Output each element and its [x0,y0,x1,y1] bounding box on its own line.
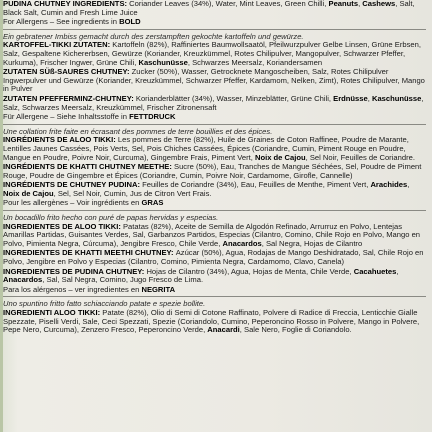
allergen-note [3,199,426,208]
bold-text: PUDINA CHUTNEY INGREDIENTS: [3,0,130,8]
text: Para los alérgenos – ver ingredientes en [3,284,142,294]
bold-text: ZUTATEN PFEFFERMINZ-CHUTNEY: [3,93,136,103]
bold-text: Cacahuetes [353,266,397,276]
bold-text: Noix de Cajou [254,152,306,162]
text: , [367,93,372,103]
section-divider [3,210,426,211]
product-description: Une collation frite faite en écrasant des pommes de terre bouillies et des épices. [3,126,273,136]
section-it [3,296,426,334]
bold-text: Noix de Cajou [3,188,54,198]
bold-text: Kaschunüsse [138,57,188,67]
text: Patate (82%), Olio di Semi di Cotone Raffinato, Polvere di Radice di Freccia, Lenticchie Gialle Spezzate, Piselli Verdi, Sale, Ceci Spezzati, Spezie (Coriandolo, Cumino, Peperoncino Rosso in Polvere, Mango in Polvere, Pepe Nero, Curcuma), Zenzero Fresco, Peperoncino Verde, [3,308,420,335]
text: , [358,0,363,8]
text: , Sale Nero, Foglie di Coriandolo. [239,325,352,335]
bold-text: Cashews [362,0,396,8]
text: , [396,266,399,276]
bold-text: Arachides [370,180,408,190]
ingredient-list [3,136,426,162]
section-de [3,29,426,122]
text: Azúcar (50%), Agua, Rodajas de Mango Deshidratado, Sal, Chile Rojo en Polvo, Jengibre en Polvo y Especias (Cilantro, Comino, Pimienta Negra, Cardamomo, Clavo, Canela) [3,248,424,267]
text: Patatas (82%), Aceite de Semilla de Algodón Refinado, Arrurruz en Polvo, Lentejas Amarillas Partidas, Guisantes Verdes, Sal, Garbanzos Partidos, Especias (Cilantro, Comino, Chile Rojo en Polvo, Mango en Polvo, Pimienta Negra, Cúrcuma), Jengibre Fresco, Chile Verde, [3,221,421,248]
allergen-note [3,18,426,27]
text: , Sal, Sal Negra, Comino, Jugo Fresco de Lima. [42,275,204,285]
bold-text: Anacardos [222,238,262,248]
text: , Sel Noir, Feuilles de Coriandre. [305,152,415,162]
text: Sucre (50%), Eau, Tranches de Mangue Séchées, Sel, Poudre de Piment Rouge, Poudre de Gingembre et Épices (Coriandre, Cumin, Poivre Noir, Cardamome, Girofle, Cannelle) [3,162,422,180]
bold-text: KARTOFFEL-TIKKI ZUTATEN: [3,40,113,50]
bold-text: NEGRITA [141,284,176,294]
ingredient-list [3,95,426,112]
ingredient-list [3,0,426,17]
section-en-tail [3,0,426,27]
text: , Salt, Black Salt, Cumin and Fresh Lime Juice [3,0,415,17]
text: , [407,180,410,190]
section-fr [3,124,426,208]
section-divider [3,29,426,30]
text: , Schwarzes Meersalz, Koriandersamen [187,57,323,67]
bold-text: Erdnüsse [333,93,368,103]
bold-text: INGRÉDIENTS DE CHUTNEY PUDINA: [3,180,143,190]
bold-text: INGREDIENTES DE KHATTI MEETHI CHUTNEY: [3,248,176,258]
text: Feuilles de Coriandre (34%), Eau, Feuilles de Menthe, Piment Vert, [142,180,371,190]
section-divider [3,124,426,125]
bold-text: GRAS [141,198,164,208]
ingredients-sections [3,0,426,335]
allergen-note [3,286,426,295]
section-divider [3,296,426,297]
text: Coriander Leaves (34%), Water, Mint Leaves, Green Chilli, [129,0,329,8]
bold-text: Anacardi [207,325,240,335]
ingredient-list [3,268,426,285]
text: Les pommes de Terre (82%), Huile de Graines de Coton Raffinee, Poudre de Marante, Lentilles Jaunes Cassées, Pois Verts, Sel, Pois Chiches Cassées, Épices (Coriandre, Cumin, Piment Rouge en Poudre, Mangue en Poudre, Poivre Noir, Curcuma), Gingembre Frais, Piment Vert, [3,135,409,162]
bold-text: INGREDIENTES DE PUDINA CHUTNEY: [3,266,147,276]
text: Korianderblätter (34%), Wasser, Minzeblätter, Grüne Chili, [135,93,334,103]
ingredient-list [3,223,426,249]
bold-text: INGRÉDIENTS DE KHATTI CHUTNEY MEETHE: [3,162,175,172]
bold-text: INGREDIENTI ALOO TIKKI: [3,308,103,317]
product-description: Uno spuntino fritto fatto schiacciando patate e spezie bollite. [3,299,206,309]
text: , Salz, Schwarzes Meersalz, Kreuzkümmel, Frischer Zitronensaft [3,93,424,112]
bold-text: INGRÉDIENTS DE ALOO TIKKI: [3,135,118,145]
bold-text: BOLD [119,17,141,27]
text: Kartoffeln (82%), Raffiniertes Baumwollsaatöl, Pfeilwurzpulver Gelbe Linsen, Grüne Erbsen, Salz, Gespaltene Kichererbsen, Gewürze (Koriander, Kreuzkümmel, Rotes Chilipulver, Mangopulver, Schwarzer Pfeffer, Kurkuma), Frischer Ingwer, Grüne Chili, [3,40,421,67]
text: , Sal Negra, Hojas de Cilantro [261,238,363,248]
bold-text: Anacardos [3,275,43,285]
bold-text: FETTDRUCK [129,112,176,122]
product-description: Ein gebratener Imbiss gemacht durch des zerstampften gekochte kartoffeln und gewürze. [3,31,304,41]
bold-text: INGREDIENTES DE ALOO TIKKI: [3,221,123,231]
text: , Sel, Sel Noir, Cumin, Jus de Citron Vert Frais. [53,188,212,198]
text: Hojas de Cilantro (34%), Agua, Hojas de Menta, Chile Verde, [146,266,354,276]
bold-text: ZUTATEN SÜß-SAURES CHUTNEY: [3,67,132,77]
ingredient-list [3,163,426,180]
ingredient-list [3,249,426,266]
text: Pour les allergènes – Voir ingrédients en [3,198,142,208]
bold-text: Peanuts [328,0,359,8]
ingredient-list [3,68,426,94]
ingredient-list [3,41,426,67]
product-description: Un bocadillo frito hecho con puré de papas hervidas y especias. [3,213,219,223]
allergen-note [3,113,426,122]
ingredient-list [3,309,426,335]
ingredient-list [3,181,426,198]
text: For Allergens – See ingredients in [3,17,120,27]
text: Für Allergene – Siehe Inhaltsstoffe in [3,112,130,122]
text: Zucker (50%), Wasser, Getrocknete Mangoscheiben, Salz, Rotes Chilipulver Ingwerpulver und Gewürze (Koriander, Kreuzkümmel, Schwarzer Pfeffer, Kardamom, Nelken, Zimt), Rotes Chilipulver, Mango in Pulver [3,67,425,94]
section-es [3,210,426,294]
label-edge-stripe [0,0,3,432]
bold-text: Kaschunüsse [371,93,422,103]
